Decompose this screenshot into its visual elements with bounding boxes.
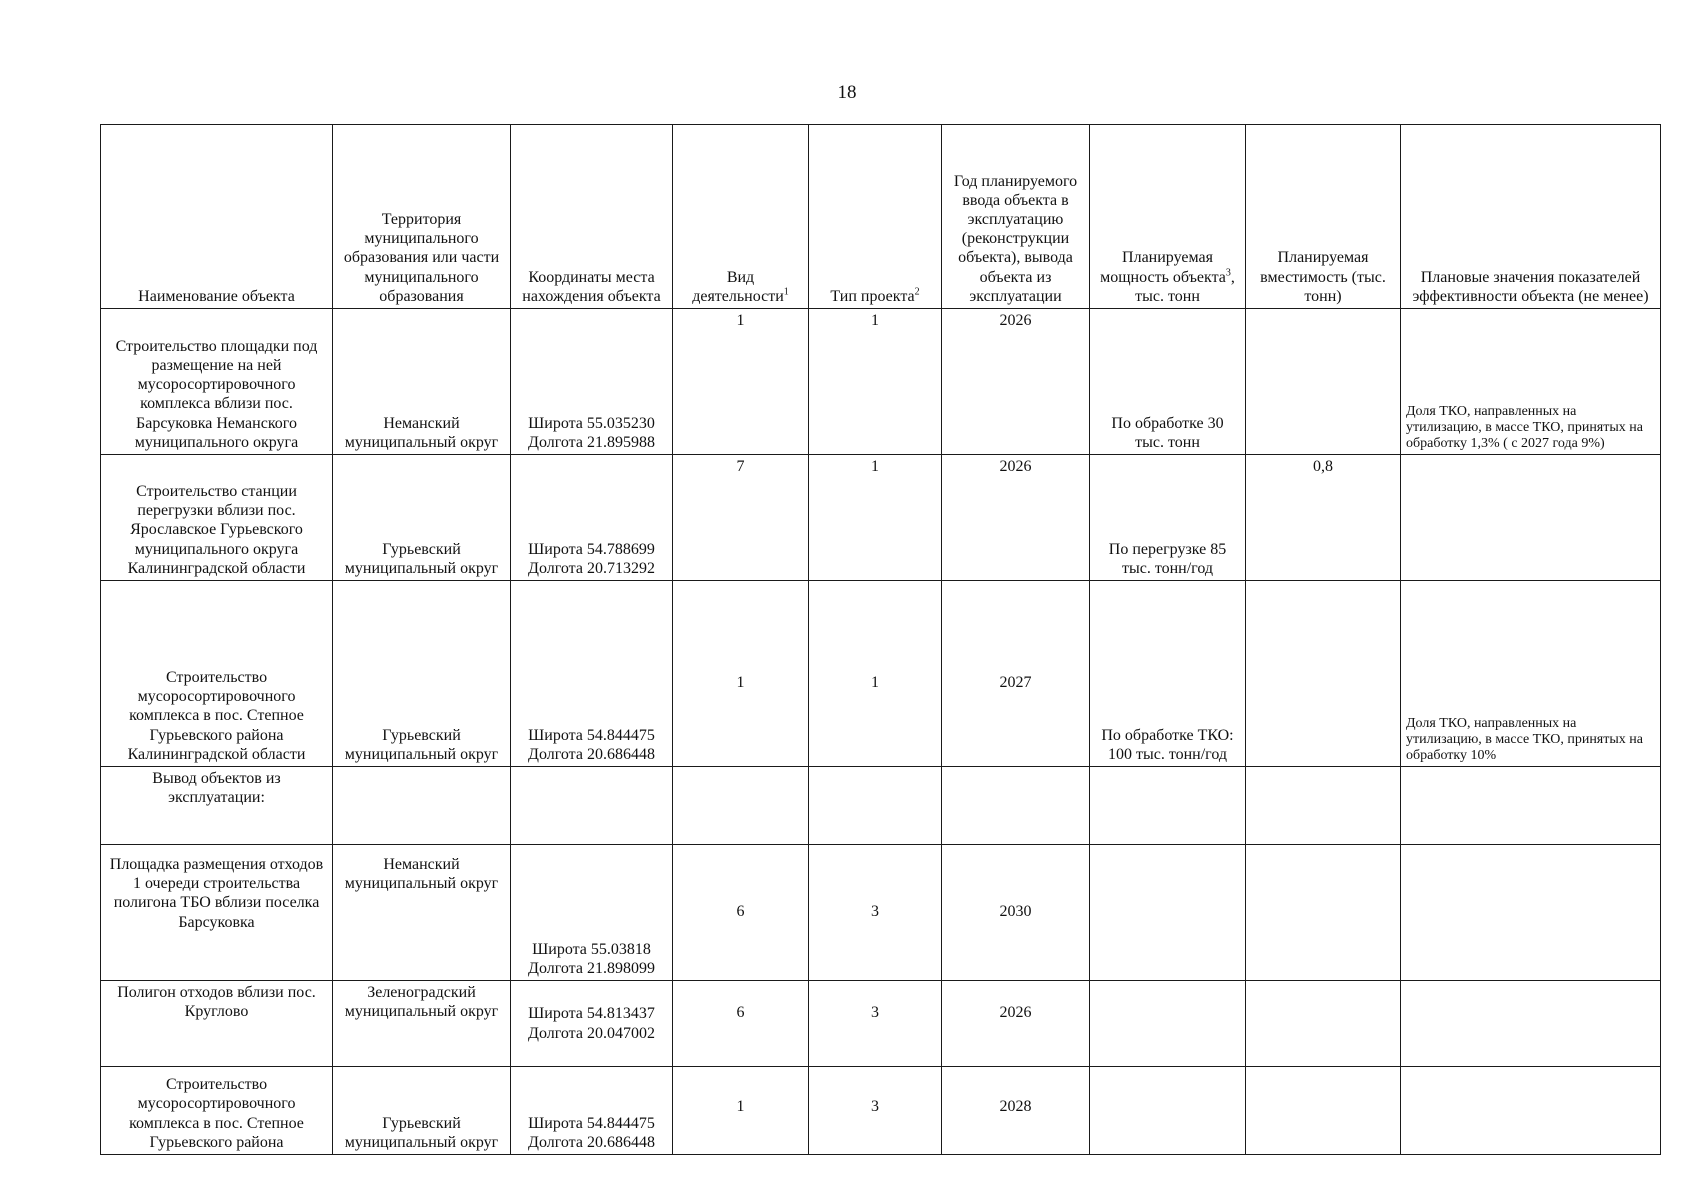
efficiency-indicator: Доля ТКО, направленных на утилизацию, в массе ТКО, принятых на обработку 10% — [1401, 581, 1661, 767]
header-project-type-footnote: 2 — [914, 286, 920, 298]
project-type: 1 — [809, 455, 942, 581]
volume — [1246, 981, 1401, 1067]
header-year: Год планируемого ввода объекта в эксплуатацию (реконструкции объекта), вывода объекта из эксплуатации — [942, 125, 1090, 309]
year: 2026 — [942, 309, 1090, 455]
capacity: По перегрузке 85 тыс. тонн/год — [1090, 455, 1246, 581]
coordinates — [511, 309, 673, 455]
longitude: Долгота 20.686448 — [528, 1133, 655, 1151]
header-project-type-label: Тип проекта — [830, 287, 915, 305]
object-name: Полигон отходов вблизи пос. Круглово — [101, 981, 333, 1067]
efficiency-indicator — [1401, 767, 1661, 845]
table-row — [101, 845, 1661, 981]
activity-type: 7 — [673, 455, 809, 581]
coordinates — [511, 767, 673, 845]
project-type — [809, 767, 942, 845]
territory: Неманский муниципальный округ — [333, 845, 511, 981]
header-indicators: Плановые значения показателей эффективности объекта (не менее) — [1401, 125, 1661, 309]
territory: Неманский муниципальный округ — [333, 309, 511, 455]
year: 2030 — [942, 845, 1090, 981]
header-activity-label: Вид деятельности — [692, 268, 784, 305]
capacity: По обработке 30 тыс. тонн — [1090, 309, 1246, 455]
year — [942, 767, 1090, 845]
longitude: Долгота 20.047002 — [528, 1024, 655, 1042]
latitude: Широта 55.035230 — [528, 414, 655, 432]
year: 2026 — [942, 981, 1090, 1067]
header-capacity-unit: , тыс. тонн — [1135, 268, 1235, 305]
header-name: Наименование объекта — [101, 125, 333, 309]
coordinates — [511, 581, 673, 767]
capacity: По обработке ТКО: 100 тыс. тонн/год — [1090, 581, 1246, 767]
volume — [1246, 581, 1401, 767]
object-name: Строительство станции перегрузки вблизи пос. Ярославское Гурьевского муниципального округа Калининградской области — [101, 455, 333, 581]
project-type: 1 — [809, 581, 942, 767]
activity-type: 1 — [673, 1067, 809, 1155]
table-header-row — [101, 125, 1661, 309]
project-type: 3 — [809, 981, 942, 1067]
territory: Гурьевский муниципальный округ — [333, 455, 511, 581]
header-volume: Планируемая вместимость (тыс. тонн) — [1246, 125, 1401, 309]
activity-type: 6 — [673, 981, 809, 1067]
header-activity-footnote: 1 — [783, 286, 789, 298]
activity-type: 1 — [673, 309, 809, 455]
project-type: 3 — [809, 1067, 942, 1155]
table-row — [101, 767, 1661, 845]
capacity — [1090, 1067, 1246, 1155]
volume — [1246, 845, 1401, 981]
activity-type: 1 — [673, 581, 809, 767]
table-row — [101, 309, 1661, 455]
efficiency-indicator — [1401, 845, 1661, 981]
efficiency-indicator: Доля ТКО, направленных на утилизацию, в массе ТКО, принятых на обработку 1,3% ( с 2027 года 9%) — [1401, 309, 1661, 455]
project-type: 3 — [809, 845, 942, 981]
table-row — [101, 1067, 1661, 1155]
object-name: Строительство мусоросортировочного комплекса в пос. Степное Гурьевского района — [101, 1067, 333, 1155]
coordinates — [511, 845, 673, 981]
territory — [333, 767, 511, 845]
header-activity — [673, 125, 809, 309]
longitude: Долгота 21.895988 — [528, 433, 655, 451]
volume: 0,8 — [1246, 455, 1401, 581]
longitude: Долгота 21.898099 — [528, 959, 655, 977]
territory: Гурьевский муниципальный округ — [333, 581, 511, 767]
latitude: Широта 54.844475 — [528, 726, 655, 744]
table-row — [101, 981, 1661, 1067]
activity-type: 6 — [673, 845, 809, 981]
header-coordinates: Координаты места нахождения объекта — [511, 125, 673, 309]
coordinates — [511, 981, 673, 1067]
volume — [1246, 309, 1401, 455]
activity-type — [673, 767, 809, 845]
longitude: Долгота 20.686448 — [528, 745, 655, 763]
efficiency-indicator — [1401, 981, 1661, 1067]
year: 2028 — [942, 1067, 1090, 1155]
territory: Гурьевский муниципальный округ — [333, 1067, 511, 1155]
capacity — [1090, 767, 1246, 845]
header-territory: Территория муниципального образования или части муниципального образования — [333, 125, 511, 309]
header-capacity-label: Планируемая мощность объекта — [1100, 249, 1226, 286]
object-name: Строительство площадки под размещение на ней мусоросортировочного комплекса вблизи пос. Барсуковка Неманского муниципального округа — [101, 309, 333, 455]
year: 2027 — [942, 581, 1090, 767]
volume — [1246, 1067, 1401, 1155]
efficiency-indicator — [1401, 1067, 1661, 1155]
project-type: 1 — [809, 309, 942, 455]
volume — [1246, 767, 1401, 845]
latitude: Широта 54.788699 — [528, 540, 655, 558]
header-project-type — [809, 125, 942, 309]
page-number: 18 — [837, 82, 857, 103]
efficiency-indicator — [1401, 455, 1661, 581]
object-name: Строительство мусоросортировочного комплекса в пос. Степное Гурьевского района Калининградской области — [101, 581, 333, 767]
territory: Зеленоградский муниципальный округ — [333, 981, 511, 1067]
year: 2026 — [942, 455, 1090, 581]
header-capacity — [1090, 125, 1246, 309]
coordinates — [511, 455, 673, 581]
capacity — [1090, 981, 1246, 1067]
capacity — [1090, 845, 1246, 981]
facilities-table — [100, 124, 1661, 1155]
section-heading: Вывод объектов из эксплуатации: — [101, 767, 333, 845]
object-name: Площадка размещения отходов 1 очереди строительства полигона ТБО вблизи поселка Барсуковка — [101, 845, 333, 981]
coordinates — [511, 1067, 673, 1155]
header-capacity-footnote: 3 — [1225, 267, 1231, 279]
latitude: Широта 54.844475 — [528, 1114, 655, 1132]
table-row — [101, 455, 1661, 581]
longitude: Долгота 20.713292 — [528, 559, 655, 577]
table-row — [101, 581, 1661, 767]
latitude: Широта 55.03818 — [532, 940, 651, 958]
latitude: Широта 54.813437 — [528, 1005, 655, 1023]
